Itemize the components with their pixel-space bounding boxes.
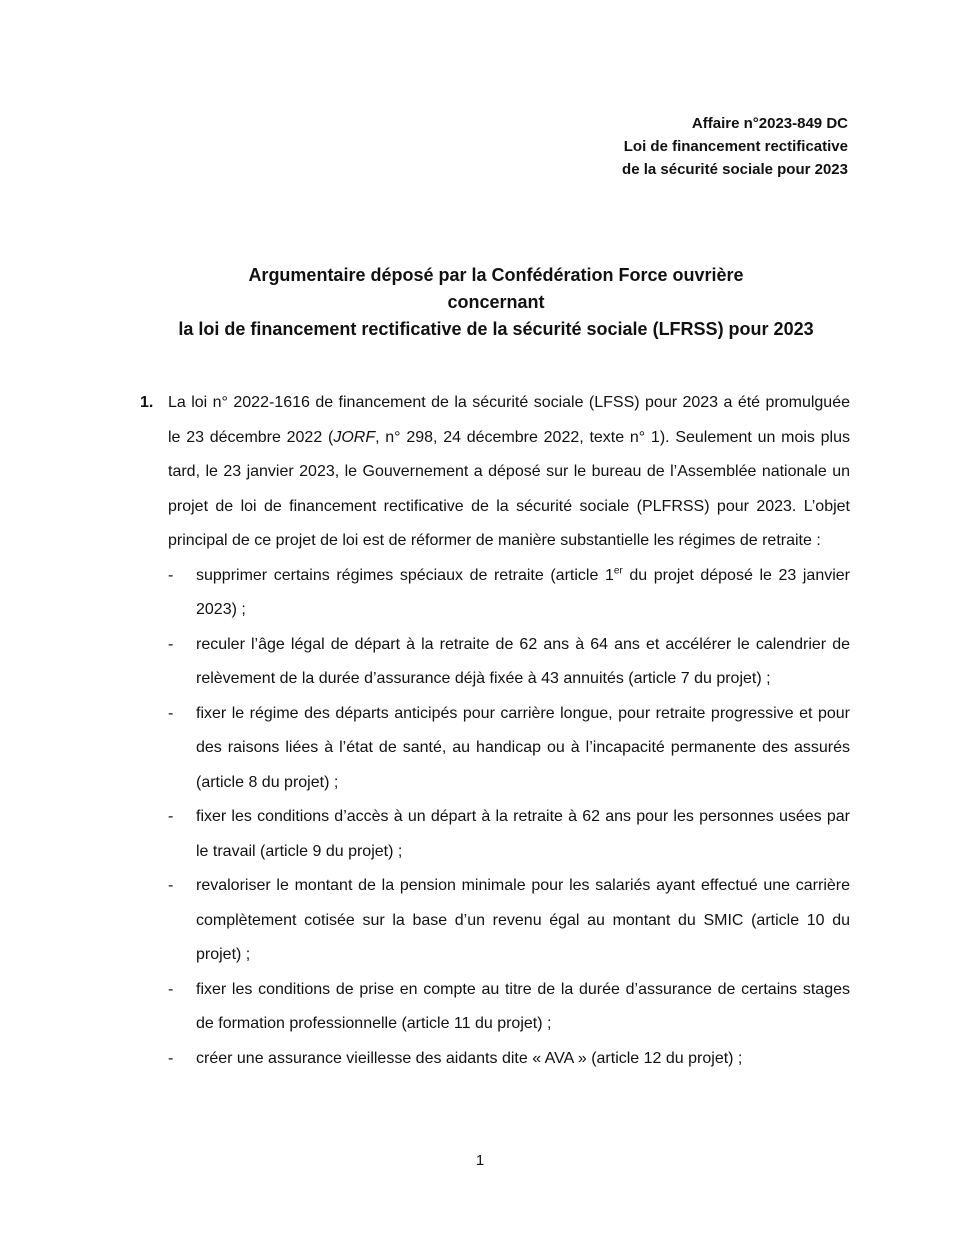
case-reference-header (622, 112, 848, 181)
list-dash: - (168, 877, 174, 894)
title-line-1: Argumentaire déposé par la Confédération Force ouvrière (248, 265, 744, 285)
list-item (140, 869, 850, 973)
list-item (140, 1042, 850, 1077)
title-line-3: la loi de financement rectificative de la sécurité sociale (LFRSS) pour 2023 (178, 319, 814, 339)
list-item-text-6: fixer les conditions de prise en compte au titre de la durée d’assurance de certains stages de formation professionnelle (article 11 du projet) ; (196, 980, 850, 1032)
paragraph-number: 1. (140, 394, 154, 411)
title-line-2: concernant (447, 292, 545, 312)
list-item (140, 800, 850, 869)
case-law-subtitle: de la sécurité sociale pour 2023 (622, 161, 848, 178)
paragraph-text-italic: JORF (333, 428, 376, 446)
list-item-text-3: fixer le régime des départs anticipés pour carrière longue, pour retraite progressive et pour des raisons liées à l’état de santé, au handicap ou à l’incapacité permanente des assurés (article 8 du projet) ; (196, 704, 850, 791)
list-dash: - (168, 980, 174, 998)
list-dash: - (168, 704, 174, 722)
list-item (140, 973, 850, 1042)
paragraph-1 (140, 386, 850, 1076)
list-item (140, 628, 850, 697)
list-dash: - (168, 808, 174, 825)
document-title (100, 262, 892, 343)
list-item (140, 697, 850, 801)
paragraph-text-part-2: , n° 298, 24 décembre 2022, texte n° 1). Seulement un mois plus tard, le 23 janvier 2023, le Gouvernement a déposé sur le bureau de l’Assemblée nationale un projet de loi de financement rectificative de la sécurité sociale (PLFRSS) pour 2023. L’objet principal de ce projet de loi est de réformer de manière substantielle les régimes de retraite : (168, 428, 850, 549)
list-item-text-5: revaloriser le montant de la pension minimale pour les salariés ayant effectué une carrière complètement cotisée sur la base d’un revenu égal au montant du SMIC (article 10 du projet) ; (196, 877, 850, 963)
page-number: 1 (475, 1152, 485, 1169)
list-dash: - (168, 635, 174, 653)
paragraph-body (168, 386, 850, 559)
list-item-text-1a: supprimer certains régimes spéciaux de retraite (article 1 (196, 566, 614, 584)
list-dash: - (168, 1049, 174, 1067)
list-item-text-7: créer une assurance vieillesse des aidants dite « AVA » (article 12 du projet) ; (196, 1049, 743, 1067)
list-item-text-4: fixer les conditions d’accès à un départ à la retraite à 62 ans pour les personnes usées par le travail (article 9 du projet) ; (196, 808, 850, 860)
list-dash: - (168, 566, 174, 584)
case-number: Affaire n°2023-849 DC (691, 115, 848, 132)
list-item-text-2: reculer l’âge légal de départ à la retraite de 62 ans à 64 ans et accélérer le calendrier de relèvement de la durée d’assurance déjà fixée à 43 annuités (article 7 du projet) ; (196, 635, 850, 687)
list-item-superscript: er (613, 565, 623, 577)
list-item-text-1b: du projet déposé le 23 janvier 2023) ; (196, 566, 851, 618)
list-item (140, 559, 850, 628)
reform-list (140, 559, 850, 1077)
case-law-title: Loi de financement rectificative (623, 138, 848, 155)
paragraph-text-part-1: La loi n° 2022-1616 de financement de la sécurité sociale (LFSS) pour 2023 a été promulguée le 23 décembre 2022 ( (168, 394, 850, 446)
